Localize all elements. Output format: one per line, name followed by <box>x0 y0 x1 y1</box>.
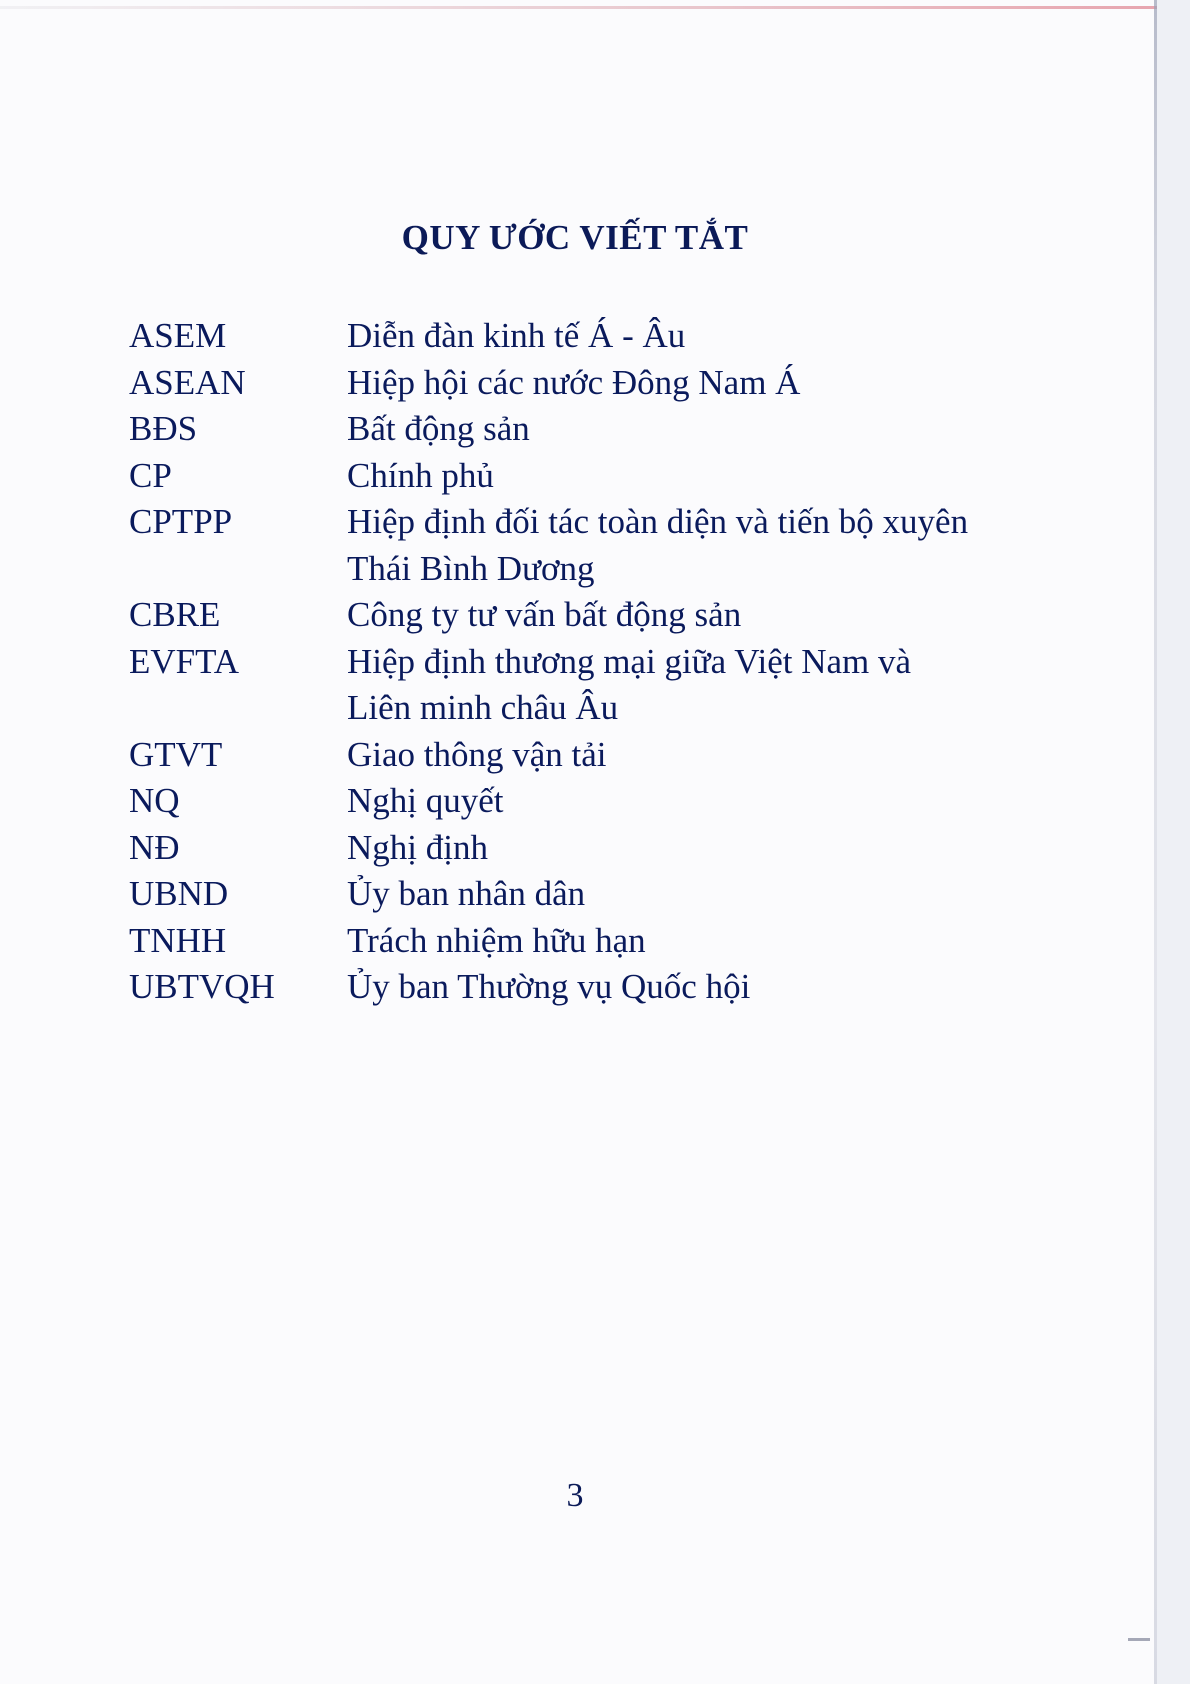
abbreviation-row <box>129 313 1059 360</box>
abbreviation-meaning-line: Bất động sản <box>347 409 530 448</box>
abbreviation-row <box>129 360 1059 407</box>
abbreviation-code: UBND <box>129 874 229 913</box>
abbreviation-meaning <box>347 778 1059 825</box>
abbreviation-meaning-line: Nghị định <box>347 827 488 867</box>
abbreviation-meaning-line: Liên minh châu Âu <box>347 688 619 727</box>
abbreviation-list <box>129 313 1059 1011</box>
abbreviation-meaning <box>347 871 1059 918</box>
scan-right-edge <box>1154 0 1157 1684</box>
abbreviation-code: NĐ <box>129 827 180 867</box>
abbreviation-meaning-line: Ủy ban Thường vụ Quốc hội <box>347 967 751 1006</box>
abbreviation-code: CBRE <box>129 595 221 634</box>
abbreviation-meaning-line: Hiệp định đối tác toàn diện và tiến bộ xuyên <box>347 502 969 541</box>
abbreviation-row <box>129 964 1059 1011</box>
abbreviation-row <box>129 592 1059 639</box>
abbreviation-row <box>129 406 1059 453</box>
page-number: 3 <box>566 1477 584 1514</box>
abbreviation-code: NQ <box>129 781 180 820</box>
abbreviation-meaning <box>347 639 1059 732</box>
scan-right-margin <box>1157 0 1190 1684</box>
abbreviation-code: BĐS <box>129 409 198 448</box>
abbreviation-meaning-line: Trách nhiệm hữu hạn <box>347 920 646 960</box>
abbreviation-meaning-line: Ủy ban nhân dân <box>347 874 586 913</box>
abbreviation-meaning-line: Hiệp hội các nước Đông Nam Á <box>347 362 801 402</box>
abbreviation-code: UBTVQH <box>129 967 275 1006</box>
abbreviation-row <box>129 453 1059 500</box>
abbreviation-meaning <box>347 825 1059 872</box>
abbreviation-meaning-line: Chính phủ <box>347 455 494 495</box>
abbreviation-meaning <box>347 406 1059 453</box>
abbreviation-row <box>129 499 1059 592</box>
abbreviation-meaning <box>347 964 1059 1011</box>
scan-top-edge <box>0 6 1190 9</box>
abbreviation-code: ASEM <box>129 316 227 355</box>
page-title: QUY ƯỚC VIẾT TẮT <box>401 218 749 257</box>
abbreviation-meaning <box>347 453 1059 500</box>
abbreviation-row <box>129 871 1059 918</box>
abbreviation-code: GTVT <box>129 734 223 774</box>
abbreviation-code: TNHH <box>129 920 227 960</box>
abbreviation-meaning-line: Giao thông vận tải <box>347 734 607 774</box>
abbreviation-meaning <box>347 732 1059 779</box>
abbreviation-meaning-line: Nghị quyết <box>347 781 504 820</box>
abbreviation-meaning-line: Công ty tư vấn bất động sản <box>347 595 742 634</box>
abbreviation-meaning-line: Diễn đàn kinh tế Á - Âu <box>347 316 686 355</box>
abbreviation-meaning <box>347 592 1059 639</box>
abbreviation-meaning-line: Hiệp định thương mại giữa Việt Nam và <box>347 641 912 681</box>
scan-mark <box>1128 1638 1150 1641</box>
abbreviation-row <box>129 732 1059 779</box>
abbreviation-meaning-line: Thái Bình Dương <box>347 548 595 588</box>
abbreviation-meaning <box>347 313 1059 360</box>
abbreviation-meaning <box>347 360 1059 407</box>
abbreviation-meaning <box>347 918 1059 965</box>
abbreviation-code: ASEAN <box>129 362 246 402</box>
abbreviation-code: CPTPP <box>129 502 233 541</box>
abbreviation-row <box>129 918 1059 965</box>
abbreviation-meaning <box>347 499 1059 592</box>
abbreviation-code: CP <box>129 455 172 495</box>
abbreviation-row <box>129 825 1059 872</box>
abbreviation-row <box>129 778 1059 825</box>
abbreviation-code: EVFTA <box>129 641 239 681</box>
abbreviation-row <box>129 639 1059 732</box>
